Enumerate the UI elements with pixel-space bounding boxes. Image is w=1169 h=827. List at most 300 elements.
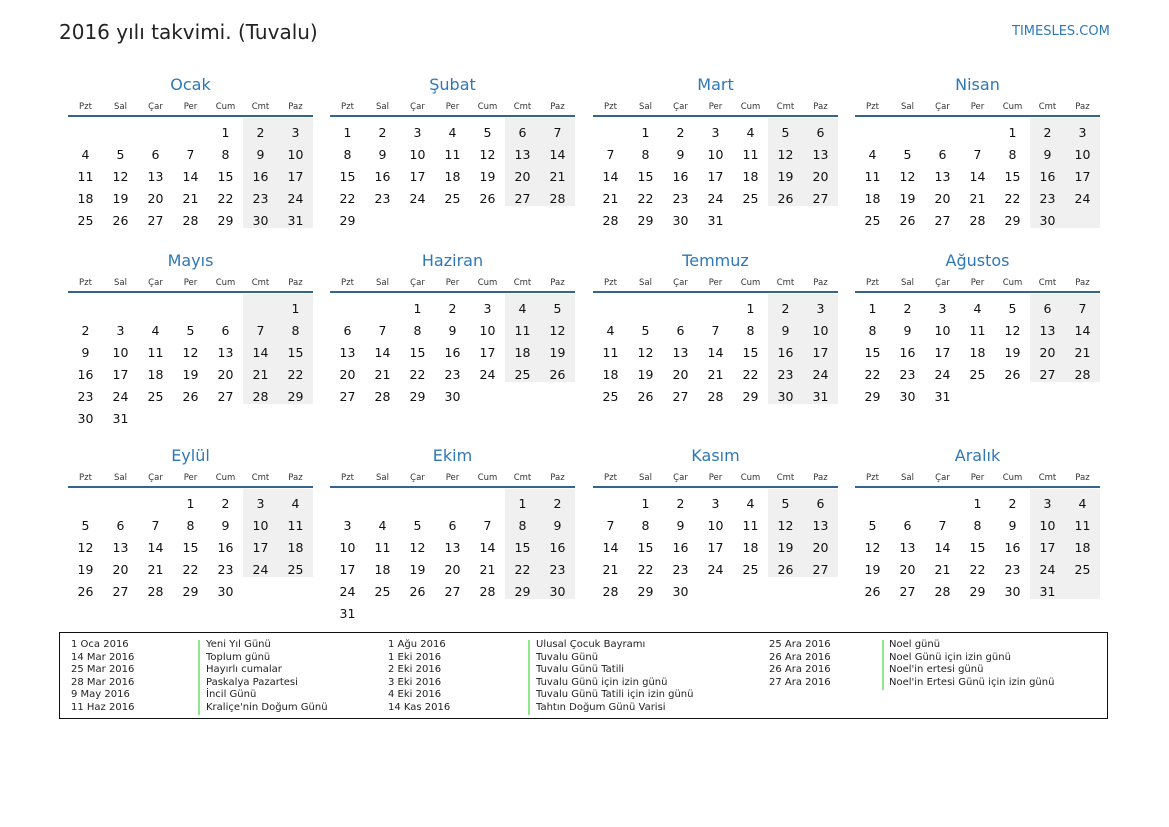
day-cell: 25 (444, 191, 461, 206)
day-cell: 17 (409, 169, 426, 184)
day-cell: 21 (479, 562, 496, 577)
weekday-header: Cum (215, 473, 236, 483)
holiday-day-cell: 4 (365, 516, 400, 536)
month-name: Haziran (421, 251, 484, 270)
day-cell: 12 (777, 147, 794, 162)
day-cell: 31 (339, 606, 356, 621)
day-cell: 31 (812, 389, 829, 404)
weekday-header: Paz (813, 473, 828, 483)
day-cell: 28 (374, 389, 391, 404)
day-cell: 20 (1039, 345, 1056, 360)
day-cell: 24 (112, 389, 129, 404)
month-name: Mart (697, 75, 734, 94)
day-cell: 5 (781, 125, 790, 140)
day-cell: 8 (746, 323, 755, 338)
day-cell: 3 (1043, 496, 1052, 511)
day-cell: 29 (1004, 213, 1021, 228)
day-cell: 15 (1004, 169, 1021, 184)
day-cell: 18 (602, 367, 619, 382)
day-cell: 8 (1008, 147, 1017, 162)
legend-date: 1 Eki 2016 (388, 651, 442, 663)
day-cell: 27 (514, 191, 531, 206)
day-cell: 26 (479, 191, 496, 206)
weekday-header: Sal (901, 102, 914, 112)
day-cell: 3 (116, 323, 125, 338)
weekday-header: Sal (639, 473, 652, 483)
day-cell: 3 (711, 125, 720, 140)
day-cell: 8 (973, 518, 982, 533)
day-cell: 4 (291, 496, 300, 511)
weekday-header: Paz (1075, 102, 1090, 112)
day-cell: 1 (973, 496, 982, 511)
weekday-header: Çar (935, 278, 950, 288)
day-cell: 10 (707, 147, 724, 162)
weekday-header: Sal (639, 278, 652, 288)
day-cell: 8 (413, 323, 422, 338)
day-cell: 9 (221, 518, 230, 533)
day-cell: 17 (252, 540, 269, 555)
day-cell: 18 (374, 562, 391, 577)
legend-holiday-name: Tuvalu Günü Tatili için izin günü (536, 689, 694, 700)
weekday-header: Cmt (1038, 473, 1057, 483)
day-cell: 4 (746, 496, 755, 511)
weekday-header: Sal (114, 278, 127, 288)
day-cell: 10 (812, 323, 829, 338)
day-cell: 10 (934, 323, 951, 338)
weekday-header: Cum (740, 102, 761, 112)
day-cell: 29 (742, 389, 759, 404)
day-cell: 25 (514, 367, 531, 382)
day-cell: 6 (938, 147, 947, 162)
legend-date: 2 Eki 2016 (388, 664, 442, 675)
day-cell: 26 (899, 213, 916, 228)
day-cell: 17 (112, 367, 129, 382)
day-cell: 20 (672, 367, 689, 382)
day-cell: 22 (339, 191, 356, 206)
day-cell: 29 (864, 389, 881, 404)
day-cell: 1 (746, 301, 755, 316)
day-cell: 15 (182, 540, 199, 555)
holiday-day-cell: 27 (890, 582, 925, 602)
site-link[interactable]: TIMESLES.COM (1012, 24, 1110, 39)
legend-date: 14 Mar 2016 (71, 651, 135, 663)
day-cell: 26 (409, 584, 426, 599)
day-cell: 24 (339, 584, 356, 599)
header-rule (330, 486, 575, 488)
legend-holiday-name: Tuvalu Günü Tatili (536, 664, 625, 675)
day-cell: 24 (934, 367, 951, 382)
day-cell: 2 (81, 323, 90, 338)
day-cell: 8 (868, 323, 877, 338)
day-cell: 10 (1039, 518, 1056, 533)
day-cell: 28 (934, 584, 951, 599)
day-cell: 20 (147, 191, 164, 206)
day-cell: 26 (1004, 367, 1021, 382)
day-cell: 22 (287, 367, 304, 382)
day-cell: 14 (707, 345, 724, 360)
day-cell: 13 (147, 169, 164, 184)
day-cell: 11 (374, 540, 391, 555)
day-cell: 11 (969, 323, 986, 338)
legend-holiday-name: Noel Günü için izin günü (889, 651, 1011, 663)
weekday-header: Paz (1075, 473, 1090, 483)
day-cell: 22 (217, 191, 234, 206)
day-cell: 2 (378, 125, 387, 140)
day-cell: 6 (676, 323, 685, 338)
day-cell: 18 (742, 169, 759, 184)
header-rule (855, 291, 1100, 293)
day-cell: 16 (549, 540, 566, 555)
legend-color-bar (198, 640, 200, 715)
day-cell: 4 (746, 125, 755, 140)
legend-date: 25 Ara 2016 (769, 639, 831, 650)
day-cell: 28 (969, 213, 986, 228)
holiday-day-cell: 14 (593, 538, 628, 558)
day-cell: 13 (444, 540, 461, 555)
day-cell: 30 (777, 389, 794, 404)
weekday-header: Sal (376, 473, 389, 483)
legend-dates-2 (388, 639, 450, 714)
holiday-day-cell: 2 (540, 494, 575, 514)
day-cell: 26 (777, 191, 794, 206)
day-cell: 4 (518, 301, 527, 316)
weekday-header: Cum (477, 102, 498, 112)
day-cell: 3 (938, 301, 947, 316)
day-cell: 5 (413, 518, 422, 533)
day-cell: 16 (77, 367, 94, 382)
day-cell: 27 (1039, 367, 1056, 382)
legend-holiday-name: Noel günü (889, 639, 941, 650)
day-cell: 25 (374, 584, 391, 599)
day-cell: 27 (339, 389, 356, 404)
day-cell: 25 (742, 562, 759, 577)
day-cell: 29 (409, 389, 426, 404)
day-cell: 9 (1008, 518, 1017, 533)
day-cell: 6 (518, 125, 527, 140)
day-cell: 20 (112, 562, 129, 577)
weekday-header: Pzt (866, 102, 879, 112)
day-cell: 15 (864, 345, 881, 360)
day-cell: 2 (676, 496, 685, 511)
month-name: Aralık (954, 446, 1001, 465)
day-cell: 11 (287, 518, 304, 533)
day-cell: 24 (252, 562, 269, 577)
day-cell: 19 (112, 191, 129, 206)
day-cell: 9 (553, 518, 562, 533)
weekday-header: Cum (477, 278, 498, 288)
weekday-header: Paz (813, 102, 828, 112)
day-cell: 6 (816, 125, 825, 140)
day-cell: 22 (864, 367, 881, 382)
weekday-header: Cmt (513, 278, 532, 288)
day-cell: 30 (252, 213, 269, 228)
day-cell: 7 (553, 125, 562, 140)
day-cell: 2 (221, 496, 230, 511)
day-cell: 18 (444, 169, 461, 184)
legend-date: 26 Ara 2016 (769, 651, 831, 663)
day-cell: 5 (1008, 301, 1017, 316)
day-cell: 17 (479, 345, 496, 360)
day-cell: 14 (969, 169, 986, 184)
weekday-header: Pzt (604, 102, 617, 112)
day-cell: 24 (409, 191, 426, 206)
day-cell: 24 (707, 191, 724, 206)
day-cell: 4 (868, 147, 877, 162)
day-cell: 20 (217, 367, 234, 382)
weekday-header: Paz (1075, 278, 1090, 288)
day-cell: 7 (711, 323, 720, 338)
day-cell: 26 (637, 389, 654, 404)
weekday-header: Paz (288, 278, 303, 288)
header-rule (68, 291, 313, 293)
weekday-header: Per (183, 278, 198, 288)
day-cell: 23 (1039, 191, 1056, 206)
day-cell: 26 (112, 213, 129, 228)
day-cell: 25 (287, 562, 304, 577)
day-cell: 1 (641, 496, 650, 511)
day-cell: 25 (969, 367, 986, 382)
day-cell: 17 (707, 169, 724, 184)
day-cell: 13 (514, 147, 531, 162)
day-cell: 8 (291, 323, 300, 338)
day-cell: 12 (182, 345, 199, 360)
day-cell: 4 (606, 323, 615, 338)
legend-names-2 (536, 639, 693, 714)
day-cell: 6 (816, 496, 825, 511)
weekday-header: Çar (410, 278, 425, 288)
day-cell: 10 (707, 518, 724, 533)
day-cell: 29 (637, 213, 654, 228)
weekday-header: Cmt (251, 473, 270, 483)
day-cell: 12 (777, 518, 794, 533)
weekday-header: Per (708, 278, 723, 288)
legend-dates-3 (769, 639, 831, 689)
day-cell: 23 (549, 562, 566, 577)
day-cell: 16 (899, 345, 916, 360)
day-cell: 12 (549, 323, 566, 338)
header-rule (330, 291, 575, 293)
day-cell: 26 (77, 584, 94, 599)
day-cell: 20 (514, 169, 531, 184)
header-rule (593, 486, 838, 488)
weekday-header: Pzt (866, 278, 879, 288)
day-cell: 16 (217, 540, 234, 555)
day-cell: 24 (812, 367, 829, 382)
day-cell: 28 (252, 389, 269, 404)
day-cell: 18 (77, 191, 94, 206)
day-cell: 28 (707, 389, 724, 404)
legend-date: 9 May 2016 (71, 689, 130, 700)
day-cell: 2 (1043, 125, 1052, 140)
day-cell: 14 (252, 345, 269, 360)
day-cell: 30 (1004, 584, 1021, 599)
day-cell: 16 (1004, 540, 1021, 555)
day-cell: 19 (899, 191, 916, 206)
weekday-header: Per (445, 102, 460, 112)
day-cell: 9 (256, 147, 265, 162)
day-cell: 21 (707, 367, 724, 382)
legend-holiday-name: Tuvalu Günü için izin günü (536, 676, 668, 688)
day-cell: 31 (1039, 584, 1056, 599)
legend-holiday-name: Noel'in Ertesi Günü için izin günü (889, 676, 1055, 688)
day-cell: 5 (781, 496, 790, 511)
weekday-header: Cum (215, 102, 236, 112)
weekday-header: Cmt (513, 102, 532, 112)
day-cell: 7 (483, 518, 492, 533)
day-cell: 7 (1078, 301, 1087, 316)
day-cell: 24 (1039, 562, 1056, 577)
header-rule (68, 486, 313, 488)
day-cell: 9 (378, 147, 387, 162)
holiday-day-cell: 3 (330, 516, 365, 536)
day-cell: 10 (287, 147, 304, 162)
legend-holiday-name: Toplum günü (206, 651, 271, 663)
day-cell: 24 (1074, 191, 1091, 206)
day-cell: 6 (903, 518, 912, 533)
weekday-header: Per (970, 102, 985, 112)
day-cell: 16 (252, 169, 269, 184)
day-cell: 19 (777, 169, 794, 184)
weekday-header: Per (183, 473, 198, 483)
day-cell: 8 (518, 518, 527, 533)
day-cell: 16 (1039, 169, 1056, 184)
day-cell: 27 (112, 584, 129, 599)
weekday-header: Pzt (341, 473, 354, 483)
day-cell: 4 (448, 125, 457, 140)
day-cell: 29 (969, 584, 986, 599)
day-cell: 21 (1074, 345, 1091, 360)
month-name: Ocak (170, 75, 211, 94)
day-cell: 7 (151, 518, 160, 533)
day-cell: 11 (147, 345, 164, 360)
legend-dates-1 (71, 639, 134, 714)
day-cell: 8 (343, 147, 352, 162)
day-cell: 30 (444, 389, 461, 404)
day-cell: 5 (81, 518, 90, 533)
day-cell: 27 (812, 191, 829, 206)
weekday-header: Pzt (866, 473, 879, 483)
day-cell: 25 (77, 213, 94, 228)
weekday-header: Cum (740, 278, 761, 288)
day-cell: 21 (252, 367, 269, 382)
day-cell: 7 (938, 518, 947, 533)
day-cell: 28 (147, 584, 164, 599)
legend-date: 25 Mar 2016 (71, 664, 135, 675)
day-cell: 19 (637, 367, 654, 382)
weekday-header: Cum (1002, 102, 1023, 112)
day-cell: 3 (413, 125, 422, 140)
holiday-day-cell: 14 (593, 167, 628, 187)
holiday-day-cell: 11 (505, 321, 540, 341)
weekday-header: Cmt (251, 278, 270, 288)
weekday-header: Paz (550, 278, 565, 288)
day-cell: 18 (147, 367, 164, 382)
day-cell: 14 (182, 169, 199, 184)
day-cell: 18 (969, 345, 986, 360)
weekday-header: Paz (813, 278, 828, 288)
day-cell: 7 (378, 323, 387, 338)
day-cell: 17 (812, 345, 829, 360)
legend-holiday-name: Tuvalu Günü (536, 651, 599, 663)
day-cell: 1 (343, 125, 352, 140)
day-cell: 12 (864, 540, 881, 555)
weekday-header: Sal (114, 102, 127, 112)
day-cell: 29 (217, 213, 234, 228)
day-cell: 23 (777, 367, 794, 382)
day-cell: 23 (217, 562, 234, 577)
day-cell: 20 (444, 562, 461, 577)
day-cell: 31 (112, 411, 129, 426)
day-cell: 15 (742, 345, 759, 360)
weekday-header: Pzt (79, 278, 92, 288)
legend-color-bar (882, 640, 884, 690)
weekday-header: Cum (477, 473, 498, 483)
day-cell: 21 (549, 169, 566, 184)
day-cell: 22 (969, 562, 986, 577)
day-cell: 28 (602, 584, 619, 599)
day-cell: 18 (287, 540, 304, 555)
day-cell: 21 (934, 562, 951, 577)
day-cell: 11 (444, 147, 461, 162)
weekday-header: Cum (1002, 473, 1023, 483)
weekday-header: Sal (639, 102, 652, 112)
day-cell: 18 (864, 191, 881, 206)
month-name: Nisan (955, 75, 1000, 94)
day-cell: 5 (116, 147, 125, 162)
day-cell: 23 (374, 191, 391, 206)
day-cell: 1 (291, 301, 300, 316)
day-cell: 1 (186, 496, 195, 511)
day-cell: 23 (77, 389, 94, 404)
legend-color-bar (528, 640, 530, 715)
day-cell: 3 (816, 301, 825, 316)
day-cell: 5 (903, 147, 912, 162)
day-cell: 9 (903, 323, 912, 338)
weekday-header: Çar (410, 102, 425, 112)
day-cell: 20 (934, 191, 951, 206)
day-cell: 20 (812, 540, 829, 555)
day-cell: 14 (479, 540, 496, 555)
day-cell: 2 (676, 125, 685, 140)
day-cell: 14 (147, 540, 164, 555)
day-cell: 30 (672, 584, 689, 599)
day-cell: 28 (1074, 367, 1091, 382)
weekday-header: Sal (376, 102, 389, 112)
day-cell: 9 (448, 323, 457, 338)
day-cell: 2 (1008, 496, 1017, 511)
day-cell: 25 (147, 389, 164, 404)
day-cell: 8 (221, 147, 230, 162)
legend-date: 28 Mar 2016 (71, 676, 135, 688)
day-cell: 6 (151, 147, 160, 162)
weekday-header: Pzt (341, 278, 354, 288)
day-cell: 24 (707, 562, 724, 577)
day-cell: 27 (147, 213, 164, 228)
day-cell: 23 (899, 367, 916, 382)
month-name: Ağustos (945, 251, 1010, 270)
weekday-header: Cmt (776, 473, 795, 483)
day-cell: 20 (812, 169, 829, 184)
day-cell: 5 (553, 301, 562, 316)
day-cell: 15 (637, 169, 654, 184)
weekday-header: Per (183, 102, 198, 112)
legend-date: 1 Ağu 2016 (388, 639, 446, 650)
header-rule (593, 291, 838, 293)
day-cell: 3 (291, 125, 300, 140)
day-cell: 6 (116, 518, 125, 533)
day-cell: 19 (182, 367, 199, 382)
day-cell: 30 (549, 584, 566, 599)
